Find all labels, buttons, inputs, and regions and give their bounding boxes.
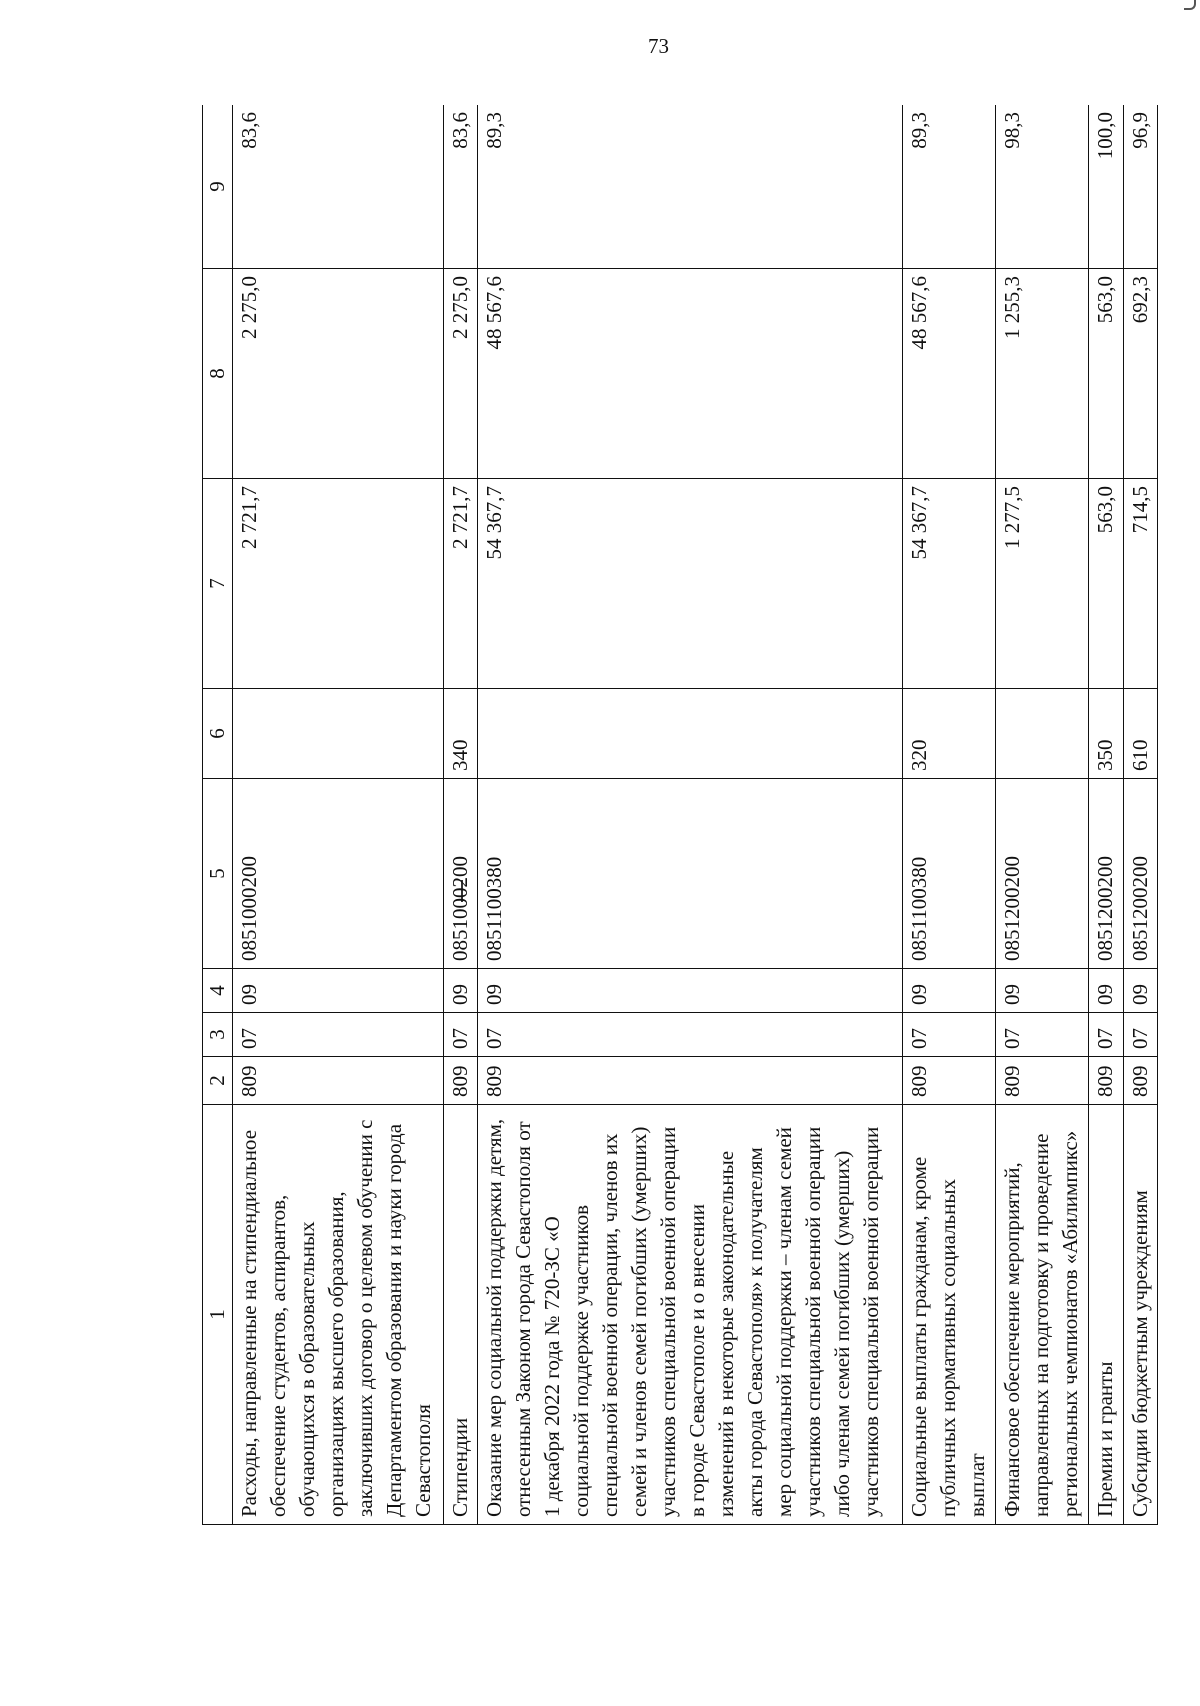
table-row (902, 105, 995, 1525)
cell-col9: 96,9 (1123, 105, 1157, 269)
cell-col9: 89,3 (477, 105, 902, 269)
table-row (477, 105, 902, 1525)
header-row (203, 105, 233, 1525)
cell-col3: 07 (477, 1013, 902, 1057)
cell-col8: 2 275,0 (443, 269, 477, 479)
cell-col6: 340 (443, 689, 477, 779)
cell-col6 (233, 689, 444, 779)
cell-col7: 714,5 (1123, 479, 1157, 689)
header-cell: 3 (203, 1013, 233, 1057)
cell-col6: 350 (1089, 689, 1123, 779)
cell-col7: 2 721,7 (233, 479, 444, 689)
cell-col4: 09 (996, 969, 1089, 1013)
cell-col8: 48 567,6 (477, 269, 902, 479)
cell-col2: 809 (1089, 1057, 1123, 1105)
cell-col7: 563,0 (1089, 479, 1123, 689)
row-name: Субсидии бюджетным учреждениям (1123, 1105, 1157, 1525)
cell-col5: 0851200200 (1123, 779, 1157, 969)
cell-col2: 809 (233, 1057, 444, 1105)
cell-col2: 809 (996, 1057, 1089, 1105)
table-row (1089, 105, 1123, 1525)
header-cell: 7 (203, 479, 233, 689)
cell-col5: 0851100380 (477, 779, 902, 969)
cell-col8: 1 255,3 (996, 269, 1089, 479)
cell-col9: 89,3 (902, 105, 995, 269)
cell-col2: 809 (443, 1057, 477, 1105)
cell-col5: 0851000200 (233, 779, 444, 969)
row-name: Премии и гранты (1089, 1105, 1123, 1525)
cell-col3: 07 (996, 1013, 1089, 1057)
table-row (1123, 105, 1157, 1525)
cell-col9: 98,3 (996, 105, 1089, 269)
cell-col6: 610 (1123, 689, 1157, 779)
cell-col8: 2 275,0 (233, 269, 444, 479)
cell-col8: 563,0 (1089, 269, 1123, 479)
row-name: Финансовое обеспечение мероприятий, направленных на подготовку и проведение региональных чемпионатов «Абилимпикс» (996, 1105, 1089, 1525)
header-cell: 8 (203, 269, 233, 479)
cell-col3: 07 (902, 1013, 995, 1057)
budget-table (202, 105, 1158, 1525)
header-cell: 5 (203, 779, 233, 969)
header-cell: 1 (203, 1105, 233, 1525)
table-row (443, 105, 477, 1525)
cell-col4: 09 (1123, 969, 1157, 1013)
row-name: Социальные выплаты гражданам, кроме публичных нормативных социальных выплат (902, 1105, 995, 1525)
header-cell: 9 (203, 105, 233, 269)
cell-col6 (477, 689, 902, 779)
cell-col7: 1 277,5 (996, 479, 1089, 689)
cell-col5: 0851000200 (443, 779, 477, 969)
cell-col5: 0851200200 (1089, 779, 1123, 969)
cell-col2: 809 (1123, 1057, 1157, 1105)
cell-col4: 09 (477, 969, 902, 1013)
corner-mark (1184, 0, 1196, 10)
page-number: 73 (648, 34, 669, 58)
cell-col2: 809 (902, 1057, 995, 1105)
cell-col9: 100,0 (1089, 105, 1123, 269)
cell-col5: 0851200200 (996, 779, 1089, 969)
cell-col6 (996, 689, 1089, 779)
cell-col3: 07 (1123, 1013, 1157, 1057)
cell-col6: 320 (902, 689, 995, 779)
cell-col7: 2 721,7 (443, 479, 477, 689)
cell-col3: 07 (443, 1013, 477, 1057)
cell-col5: 0851100380 (902, 779, 995, 969)
cell-col4: 09 (233, 969, 444, 1013)
cell-col3: 07 (233, 1013, 444, 1057)
cell-col4: 09 (443, 969, 477, 1013)
table-row (233, 105, 444, 1525)
cell-col4: 09 (1089, 969, 1123, 1013)
row-name: Оказание мер социальной поддержки детям, отнесенным Законом города Севастополя от 1 декабря 2022 года № 720-ЗС «О социальной поддержке участников специальной военной операции, членов их семей и членов семей погибших (умерших) участников специальной военной операции в городе Севастополе и о внесении изменений в некоторые законодательные акты города Севастополя» к получателям мер социальной поддержки – членам семей участников специальной военной операции либо членам семей погибших (умерших) участников специальной военной операции (477, 1105, 902, 1525)
cell-col8: 692,3 (1123, 269, 1157, 479)
row-name: Стипендии (443, 1105, 477, 1525)
header-cell: 4 (203, 969, 233, 1013)
header-cell: 6 (203, 689, 233, 779)
row-name: Расходы, направленные на стипендиальное обеспечение студентов, аспирантов, обучающихся в образовательных организациях высшего образования, заключивших договор о целевом обучении с Департаментом образования и науки города Севастополя (233, 1105, 444, 1525)
cell-col7: 54 367,7 (902, 479, 995, 689)
cell-col3: 07 (1089, 1013, 1123, 1057)
cell-col9: 83,6 (233, 105, 444, 269)
cell-col4: 09 (902, 969, 995, 1013)
cell-col9: 83,6 (443, 105, 477, 269)
rotated-table-container (202, 105, 1158, 1525)
cell-col8: 48 567,6 (902, 269, 995, 479)
cell-col2: 809 (477, 1057, 902, 1105)
table-row (996, 105, 1089, 1525)
header-cell: 2 (203, 1057, 233, 1105)
table-wrapper (202, 105, 1158, 1525)
cell-col7: 54 367,7 (477, 479, 902, 689)
